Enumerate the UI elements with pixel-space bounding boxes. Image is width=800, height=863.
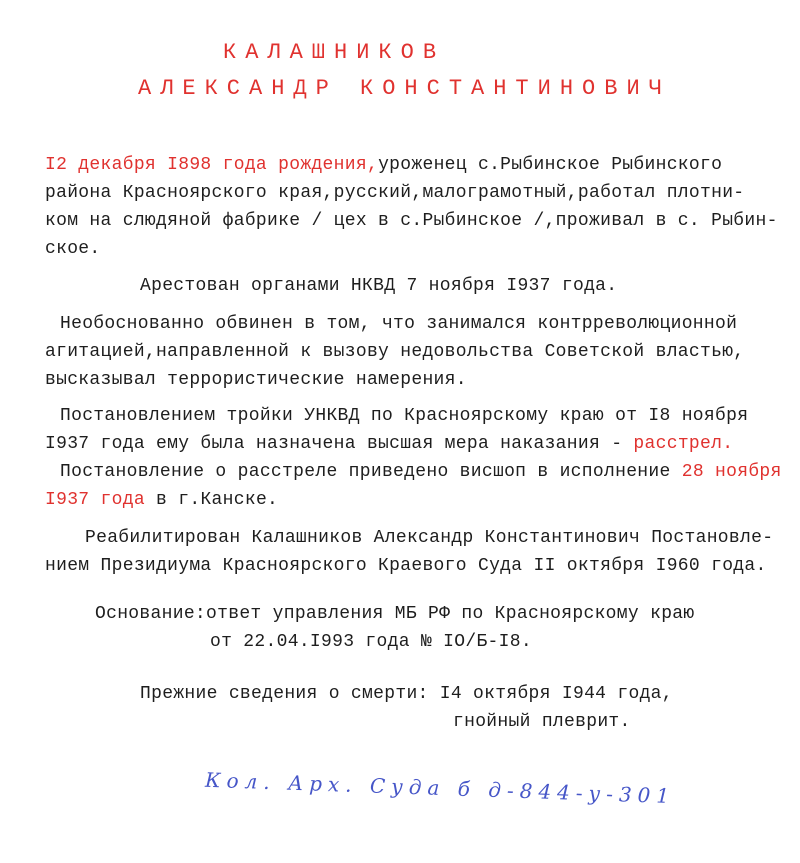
- sentence-text: I937 года ему была назначена высшая мера наказания -: [45, 434, 623, 454]
- handwritten-archive-note: Кол. Арх. Суда б д-844-у-301: [204, 767, 676, 809]
- accusation-line-3: высказывал террористические намерения.: [45, 370, 467, 390]
- prior-death-line-1: Прежние сведения о смерти: I4 октября I944 года,: [140, 684, 673, 704]
- basis-line-2: от 22.04.I993 года № IO/Б-I8.: [210, 632, 532, 652]
- rehabilitation-line-1: Реабилитирован Калашников Александр Константинович Постановле-: [85, 528, 774, 548]
- execution-place: в г.Канске.: [156, 490, 279, 510]
- execution-line-2: [45, 489, 278, 511]
- basis-line-1: Основание:ответ управления МБ РФ по Красноярскому краю: [95, 604, 695, 624]
- name-patronymic-heading: АЛЕКСАНДР КОНСТАНТИНОВИЧ: [138, 76, 671, 101]
- birth-place: уроженец с.Рыбинское Рыбинского: [378, 155, 723, 175]
- execution-text: Постановление о расстреле приведено висшоп в исполнение: [60, 462, 671, 482]
- bio-line-3: ком на слюдяной фабрике / цех в с.Рыбинское /,проживал в с. Рыбин-: [45, 211, 778, 231]
- bio-line-4: ское.: [45, 239, 101, 259]
- bio-line-2: района Красноярского края,русский,малограмотный,работал плотни-: [45, 183, 745, 203]
- rehabilitation-line-2: нием Президиума Красноярского Краевого Суда II октября I960 года.: [45, 556, 767, 576]
- sentence-line-2: [45, 433, 733, 455]
- accusation-line-2: агитацией,направленной к вызову недовольства Советской властью,: [45, 342, 745, 362]
- execution-date: 28 ноября: [681, 462, 782, 482]
- execution-year: I937 года: [45, 490, 145, 510]
- birth-date: I2 декабря I898 года рождения,: [45, 155, 379, 175]
- accusation-line-1: Необоснованно обвинен в том, что занимался контрреволюционной: [60, 314, 738, 334]
- execution-line-1: [60, 461, 782, 483]
- birth-line: [45, 154, 722, 176]
- sentence-line-1: Постановлением тройки УНКВД по Красноярскому краю от I8 ноября: [60, 406, 749, 426]
- surname-heading: КАЛАШНИКОВ: [223, 40, 446, 65]
- sentence-verdict: расстрел.: [633, 434, 734, 454]
- prior-death-line-2: гнойный плеврит.: [453, 712, 631, 732]
- arrest-line: Арестован органами НКВД 7 ноября I937 года.: [140, 276, 618, 296]
